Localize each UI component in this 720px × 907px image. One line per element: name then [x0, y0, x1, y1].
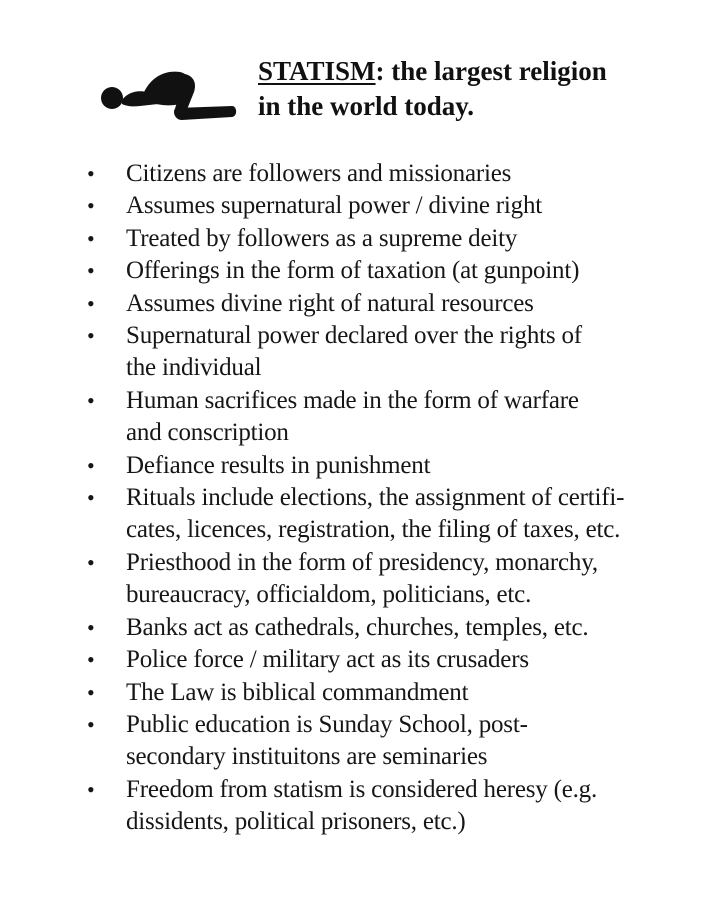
- kneeling-worshipper-icon: [100, 62, 238, 124]
- title-tagline: : the largest religion: [375, 56, 607, 86]
- list-item-text: the individual: [126, 354, 262, 382]
- list-item: [0, 223, 720, 255]
- header: [0, 0, 720, 150]
- list-item-text: Assumes divine right of natural resources: [126, 289, 534, 317]
- list-item: [0, 385, 720, 450]
- page-title: [258, 54, 698, 124]
- bullet-icon: •: [87, 225, 95, 251]
- title-second-line: in the world today.: [258, 91, 475, 121]
- bullet-icon: •: [87, 387, 95, 413]
- bullet-icon: •: [87, 549, 95, 575]
- list-item-text: Rituals include elections, the assignment of certifi-: [126, 484, 625, 512]
- list-item-text: Freedom from statism is considered heresy (e.g.: [126, 775, 598, 803]
- list-item-text: Human sacrifices made in the form of warfare: [126, 386, 579, 414]
- bullet-icon: •: [87, 258, 95, 284]
- list-item-text: Assumes supernatural power / divine right: [126, 192, 543, 220]
- list-item-text: secondary instituitons are seminaries: [126, 743, 488, 771]
- list-item-text: and conscription: [126, 419, 289, 447]
- bullet-icon: •: [87, 161, 95, 186]
- list-item-text: Banks act as cathedrals, churches, temples, etc.: [126, 613, 589, 641]
- bullet-icon: •: [87, 614, 95, 640]
- list-item: [0, 320, 720, 385]
- list-item-text: Treated by followers as a supreme deity: [126, 224, 518, 252]
- list-item: [0, 612, 720, 644]
- list-item: [0, 255, 720, 287]
- list-item-text: The Law is biblical commandment: [126, 678, 469, 706]
- list-item: [0, 288, 720, 320]
- title-keyword: STATISM: [258, 56, 376, 86]
- list-item: [0, 644, 720, 676]
- list-item-text: cates, licences, registration, the filing of taxes, etc.: [126, 516, 621, 544]
- list-item-text: bureaucracy, officialdom, politicians, etc.: [126, 581, 532, 609]
- bullet-icon: •: [87, 711, 95, 737]
- list-item: [0, 450, 720, 482]
- list-item: [0, 482, 720, 547]
- list-item-text: Citizens are followers and missionaries: [126, 160, 512, 187]
- list-item: [0, 677, 720, 709]
- bullet-icon: •: [87, 776, 95, 802]
- list-item: [0, 774, 720, 839]
- bullet-icon: •: [87, 679, 95, 705]
- bullet-icon: •: [87, 193, 95, 219]
- bullet-icon: •: [87, 452, 95, 478]
- list-item-text: Offerings in the form of taxation (at gunpoint): [126, 257, 580, 285]
- bullet-icon: •: [87, 485, 95, 511]
- list-item-text: Police force / military act as its crusaders: [126, 646, 529, 674]
- bullet-list: [0, 158, 720, 839]
- list-item: [0, 547, 720, 612]
- list-item-text: Defiance results in punishment: [126, 451, 431, 479]
- bullet-icon: •: [87, 323, 95, 349]
- bullet-icon: •: [87, 647, 95, 673]
- list-item-text: Public education is Sunday School, post-: [126, 710, 528, 738]
- list-item: [0, 190, 720, 222]
- bullet-icon: •: [87, 290, 95, 316]
- list-item-text: Priesthood in the form of presidency, monarchy,: [126, 548, 598, 576]
- list-item: [0, 158, 720, 190]
- list-item-text: dissidents, political prisoners, etc.): [126, 808, 466, 836]
- list-item-text: Supernatural power declared over the rights of: [126, 322, 582, 350]
- list-item: [0, 709, 720, 774]
